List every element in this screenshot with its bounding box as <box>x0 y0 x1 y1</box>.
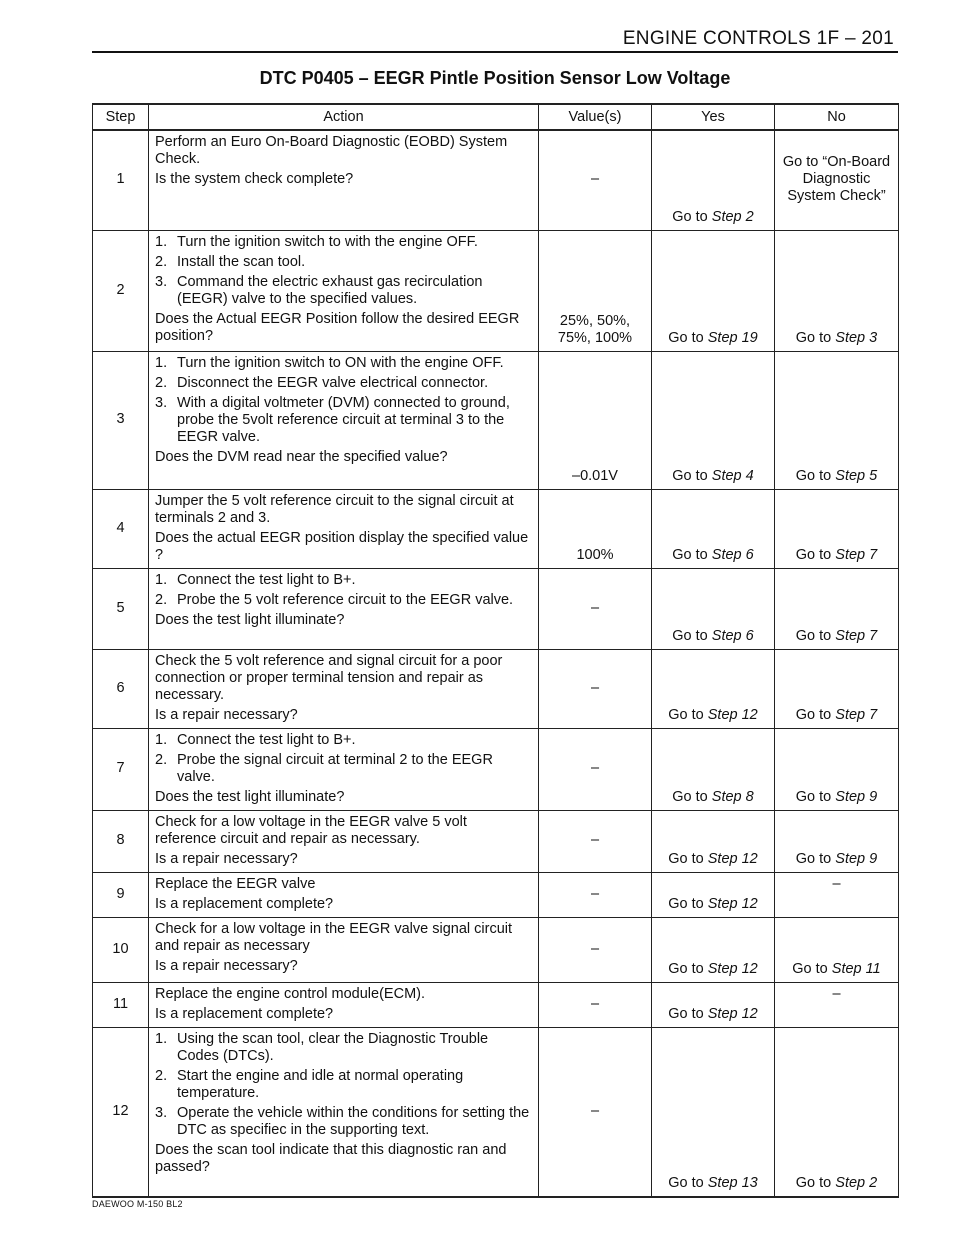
yes-goto-prefix: Go to <box>668 1005 708 1022</box>
no-text: Go to “On-Board Diagnostic System Check” <box>782 154 891 205</box>
yes-goto-prefix: Go to <box>672 627 712 644</box>
instruction-text: With a digital voltmeter (DVM) connected to ground, probe the 5volt reference circuit at terminal 3 to the EEGR valve. <box>177 394 510 445</box>
instruction-number: 1. <box>155 354 168 371</box>
instruction-text: Probe the signal circuit at terminal 2 to the EEGR valve. <box>177 751 493 785</box>
yes-goto-prefix: Go to <box>672 546 712 563</box>
action-text: Does the actual EEGR position display the specified value ? <box>155 529 529 563</box>
action-cell <box>149 810 539 872</box>
action-cell <box>149 649 539 728</box>
no-cell <box>775 489 899 568</box>
step-number: 12 <box>93 1027 149 1197</box>
no-goto-prefix: Go to <box>795 1175 836 1191</box>
yes-step-reference: Step 12 <box>707 960 758 977</box>
instruction-text: Operate the vehicle within the conditions for setting the DTC as specifiec in the supporting text. <box>177 1104 530 1138</box>
action-cell <box>149 1027 539 1197</box>
instruction-text: Start the engine and idle at normal operating temperature. <box>177 1067 464 1101</box>
no-cell <box>775 351 899 489</box>
action-cell <box>149 982 539 1027</box>
instruction-text: Disconnect the EEGR valve electrical connector. <box>177 374 489 391</box>
no-goto-prefix: Go to <box>792 960 832 977</box>
instruction-text: Probe the 5 volt reference circuit to the EEGR valve. <box>177 591 514 608</box>
yes-cell <box>652 982 775 1027</box>
table-row <box>93 872 899 917</box>
numbered-instruction <box>155 752 532 786</box>
instruction-text: Turn the ignition switch to ON with the engine OFF. <box>177 354 504 371</box>
numbered-instruction <box>155 732 532 749</box>
instruction-number: 2. <box>155 374 168 391</box>
action-cell <box>149 130 539 230</box>
no-goto-prefix: Go to <box>795 788 836 805</box>
no-goto-prefix: Go to <box>795 467 836 484</box>
yes-step-reference: Step 19 <box>707 329 758 346</box>
action-text: Check for a low voltage in the EEGR valve signal circuit and repair as necessary <box>155 920 513 954</box>
yes-goto-prefix: Go to <box>668 329 708 346</box>
step-number: 5 <box>93 568 149 649</box>
yes-goto-prefix: Go to <box>672 788 712 805</box>
yes-step-reference: Step 2 <box>711 208 754 225</box>
no-step-reference: Step 2 <box>835 1175 878 1191</box>
no-cell <box>775 230 899 351</box>
yes-cell <box>652 230 775 351</box>
yes-cell <box>652 728 775 810</box>
table-row <box>93 917 899 982</box>
instruction-text: Command the electric exhaust gas recirculation (EEGR) valve to the specified values. <box>177 273 483 307</box>
value-cell: – <box>539 917 652 982</box>
numbered-instruction <box>155 254 532 271</box>
column-header-action: Action <box>149 104 539 130</box>
no-step-reference: Step 7 <box>835 627 878 644</box>
yes-cell <box>652 917 775 982</box>
step-number: 8 <box>93 810 149 872</box>
value-cell: 25%, 50%, 75%, 100% <box>539 230 652 351</box>
instruction-number: 3. <box>155 273 168 290</box>
table-row <box>93 982 899 1027</box>
yes-step-reference: Step 12 <box>707 895 758 912</box>
no-cell <box>775 810 899 872</box>
action-text: Perform an Euro On-Board Diagnostic (EOBD) System Check. <box>155 134 508 167</box>
action-text: Replace the EEGR valve <box>155 875 316 892</box>
yes-step-reference: Step 4 <box>711 467 754 484</box>
action-cell <box>149 728 539 810</box>
no-step-reference: Step 5 <box>835 467 878 484</box>
yes-cell <box>652 1027 775 1197</box>
action-cell <box>149 351 539 489</box>
no-goto-prefix: Go to <box>795 329 836 346</box>
action-text: Replace the engine control module(ECM). <box>155 985 425 1002</box>
numbered-instruction <box>155 1105 532 1139</box>
action-text: Does the DVM read near the specified value? <box>155 448 448 465</box>
value-cell: –0.01V <box>539 351 652 489</box>
value-cell: – <box>539 872 652 917</box>
numbered-instruction <box>155 375 532 392</box>
column-header-values: Value(s) <box>539 104 652 130</box>
yes-cell <box>652 810 775 872</box>
numbered-instruction <box>155 592 532 609</box>
value-cell: – <box>539 728 652 810</box>
no-goto-prefix: Go to <box>795 546 836 563</box>
action-text: Does the scan tool indicate that this diagnostic ran and passed? <box>155 1141 507 1175</box>
no-cell <box>775 917 899 982</box>
action-text: Check the 5 volt reference and signal circuit for a poor connection or proper terminal tension and repair as necessary. <box>155 652 503 703</box>
action-text: Check for a low voltage in the EEGR valve 5 volt reference circuit and repair as necessary. <box>155 813 467 847</box>
no-step-reference: Step 9 <box>835 850 878 867</box>
value-cell: 100% <box>539 489 652 568</box>
yes-step-reference: Step 8 <box>711 788 754 805</box>
yes-step-reference: Step 12 <box>707 1005 758 1022</box>
action-text: Jumper the 5 volt reference circuit to the signal circuit at terminals 2 and 3. <box>155 492 514 526</box>
instruction-number: 2. <box>155 1067 168 1084</box>
yes-cell <box>652 489 775 568</box>
instruction-number: 2. <box>155 253 168 270</box>
instruction-number: 1. <box>155 731 168 748</box>
numbered-instruction <box>155 274 532 308</box>
step-number: 10 <box>93 917 149 982</box>
yes-step-reference: Step 12 <box>707 706 758 723</box>
action-cell <box>149 872 539 917</box>
page-footer: DAEWOO M-150 BL2 <box>92 1199 183 1209</box>
action-cell <box>149 917 539 982</box>
instruction-number: 3. <box>155 1104 168 1121</box>
action-text: Is a repair necessary? <box>155 957 298 974</box>
no-step-reference: Step 3 <box>835 329 878 346</box>
action-text: Is a repair necessary? <box>155 706 298 723</box>
numbered-instruction <box>155 572 532 589</box>
value-cell: – <box>539 982 652 1027</box>
no-cell <box>775 872 899 917</box>
instruction-number: 2. <box>155 751 168 768</box>
table-body <box>93 130 899 1197</box>
no-step-reference: Step 7 <box>835 546 878 563</box>
table-row <box>93 351 899 489</box>
no-cell <box>775 568 899 649</box>
instruction-number: 1. <box>155 233 168 250</box>
numbered-instruction <box>155 1068 532 1102</box>
yes-goto-prefix: Go to <box>668 850 708 867</box>
yes-step-reference: Step 13 <box>707 1175 758 1191</box>
numbered-instruction <box>155 234 532 251</box>
yes-cell <box>652 649 775 728</box>
action-text: Is the system check complete? <box>155 171 354 187</box>
table-row <box>93 728 899 810</box>
instruction-number: 1. <box>155 571 168 588</box>
instruction-number: 1. <box>155 1030 168 1047</box>
table-row <box>93 230 899 351</box>
value-cell: – <box>539 130 652 230</box>
step-number: 9 <box>93 872 149 917</box>
action-text: Is a replacement complete? <box>155 1005 334 1022</box>
instruction-text: Turn the ignition switch to with the engine OFF. <box>177 233 478 250</box>
no-cell <box>775 982 899 1027</box>
diagnostic-table <box>92 103 899 1198</box>
instruction-number: 3. <box>155 394 168 411</box>
no-cell <box>775 649 899 728</box>
table-header-row <box>93 104 899 130</box>
yes-step-reference: Step 6 <box>711 627 754 644</box>
step-number: 2 <box>93 230 149 351</box>
yes-goto-prefix: Go to <box>672 467 712 484</box>
table-row <box>93 130 899 230</box>
step-number: 1 <box>93 130 149 230</box>
yes-goto-prefix: Go to <box>672 208 712 225</box>
instruction-text: Install the scan tool. <box>177 253 306 270</box>
value-cell: – <box>539 810 652 872</box>
yes-goto-prefix: Go to <box>668 706 708 723</box>
instruction-number: 2. <box>155 591 168 608</box>
value-cell: – <box>539 649 652 728</box>
yes-cell <box>652 872 775 917</box>
yes-goto-prefix: Go to <box>668 960 708 977</box>
instruction-text: Using the scan tool, clear the Diagnostic Trouble Codes (DTCs). <box>177 1030 489 1064</box>
table-row <box>93 649 899 728</box>
instruction-text: Connect the test light to B+. <box>177 731 356 748</box>
instruction-text: Connect the test light to B+. <box>177 571 356 588</box>
no-step-reference: Step 7 <box>835 706 878 723</box>
page-header-title: ENGINE CONTROLS 1F – 201 <box>622 28 894 49</box>
table-row <box>93 489 899 568</box>
action-text: Does the test light illuminate? <box>155 788 345 805</box>
no-goto-prefix: Go to <box>795 627 836 644</box>
step-number: 6 <box>93 649 149 728</box>
step-number: 7 <box>93 728 149 810</box>
no-step-reference: Step 11 <box>831 960 881 977</box>
action-cell <box>149 568 539 649</box>
action-text: Is a repair necessary? <box>155 850 298 867</box>
numbered-instruction <box>155 355 532 372</box>
document-title: DTC P0405 – EEGR Pintle Position Sensor Low Voltage <box>259 68 731 88</box>
yes-step-reference: Step 12 <box>707 850 758 867</box>
table-row <box>93 810 899 872</box>
table-row <box>93 568 899 649</box>
column-header-yes: Yes <box>652 104 775 130</box>
numbered-instruction <box>155 395 532 446</box>
yes-goto-prefix: Go to <box>668 895 708 912</box>
no-goto-prefix: Go to <box>795 850 836 867</box>
action-text: Does the test light illuminate? <box>155 611 345 628</box>
header-rule <box>92 51 898 53</box>
action-cell <box>149 230 539 351</box>
no-cell <box>775 1027 899 1197</box>
action-text: Does the Actual EEGR Position follow the desired EEGR position? <box>155 310 520 344</box>
step-number: 4 <box>93 489 149 568</box>
column-header-no: No <box>775 104 899 130</box>
step-number: 3 <box>93 351 149 489</box>
no-text: – <box>832 875 841 892</box>
yes-cell <box>652 351 775 489</box>
no-cell <box>775 130 899 230</box>
no-cell <box>775 728 899 810</box>
column-header-step: Step <box>93 104 149 130</box>
yes-step-reference: Step 6 <box>711 546 754 563</box>
yes-cell <box>652 130 775 230</box>
action-cell <box>149 489 539 568</box>
yes-cell <box>652 568 775 649</box>
numbered-instruction <box>155 1031 532 1065</box>
action-text: Is a replacement complete? <box>155 895 334 912</box>
no-goto-prefix: Go to <box>795 706 836 723</box>
table-row <box>93 1027 899 1197</box>
no-text: – <box>832 985 841 1002</box>
no-step-reference: Step 9 <box>835 788 878 805</box>
yes-goto-prefix: Go to <box>668 1175 708 1191</box>
step-number: 11 <box>93 982 149 1027</box>
value-cell: – <box>539 568 652 649</box>
value-cell: – <box>539 1027 652 1197</box>
